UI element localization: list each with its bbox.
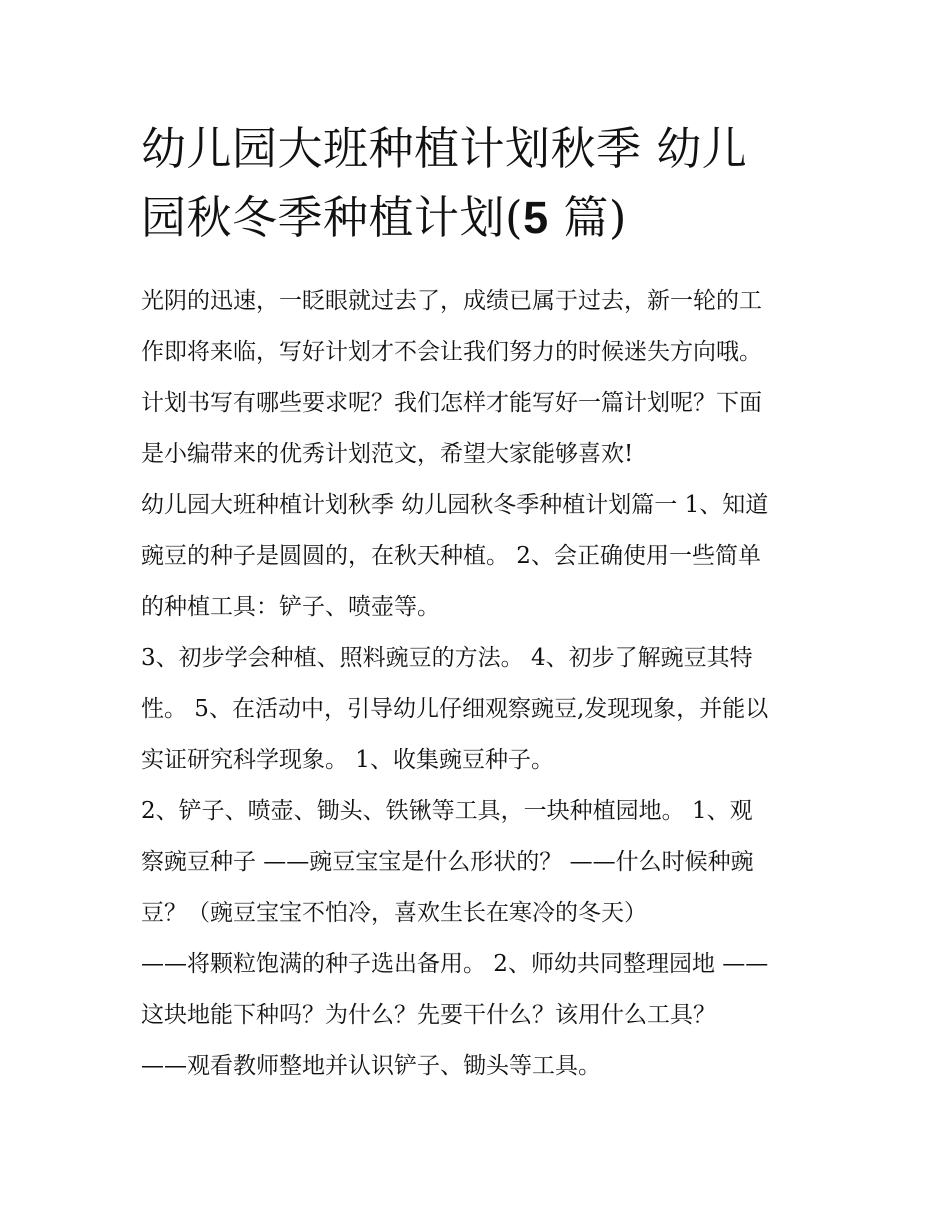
- text-line: 作即将来临，写好计划才不会让我们努力的时候迷失方向哦。: [141, 339, 762, 365]
- text-line: 3、初步学会种植、照料豌豆的方法。 4、初步了解豌豆其特: [141, 645, 753, 671]
- text-line: ——将颗粒饱满的种子选出备用。 2、师幼共同整理园地 ——: [141, 951, 769, 977]
- paragraph-goals: [141, 480, 821, 633]
- text-line: 幼儿园大班种植计划秋季 幼儿园秋冬季种植计划篇一 1、知道: [141, 492, 769, 518]
- text-line: ——观看教师整地并认识铲子、锄头等工具。: [141, 1053, 601, 1079]
- text-line: 豌豆的种子是圆圆的，在秋天种植。 2、会正确使用一些简单: [141, 543, 761, 569]
- text-line: 性。 5、在活动中，引导幼儿仔细观察豌豆,发现现象，并能以: [141, 696, 769, 722]
- title-line-1: 幼儿园大班种植计划秋季 幼儿: [141, 122, 748, 175]
- title-line-2-suffix: 篇): [548, 191, 627, 244]
- paragraph-goals-continued: [141, 633, 821, 786]
- text-line: 是小编带来的优秀计划范文，希望大家能够喜欢!: [141, 441, 634, 467]
- text-line: 实证研究科学现象。 1、收集豌豆种子。: [141, 747, 554, 773]
- title-line-2-prefix: 园秋冬季种植计划(: [141, 191, 524, 244]
- paragraph-intro: [141, 276, 821, 480]
- text-line: 这块地能下种吗？为什么？先要干什么？该用什么工具？: [141, 1002, 716, 1028]
- document-body: [141, 276, 821, 1092]
- text-line: 的种植工具：铲子、喷壶等。: [141, 594, 440, 620]
- paragraph-activities: [141, 786, 821, 1092]
- document-title: [141, 114, 831, 252]
- text-line: 2、铲子、喷壶、锄头、铁锹等工具，一块种植园地。 1、观: [141, 798, 753, 824]
- text-line: 光阴的迅速，一眨眼就过去了，成绩已属于过去，新一轮的工: [141, 288, 762, 314]
- text-line: 计划书写有哪些要求呢？我们怎样才能写好一篇计划呢？下面: [141, 390, 762, 416]
- text-line: 察豌豆种子 ——豌豆宝宝是什么形状的？ ——什么时候种豌: [141, 849, 754, 875]
- title-line-2-number: 5: [523, 192, 549, 243]
- text-line: 豆？（豌豆宝宝不怕冷，喜欢生长在寒冷的冬天）: [141, 900, 647, 926]
